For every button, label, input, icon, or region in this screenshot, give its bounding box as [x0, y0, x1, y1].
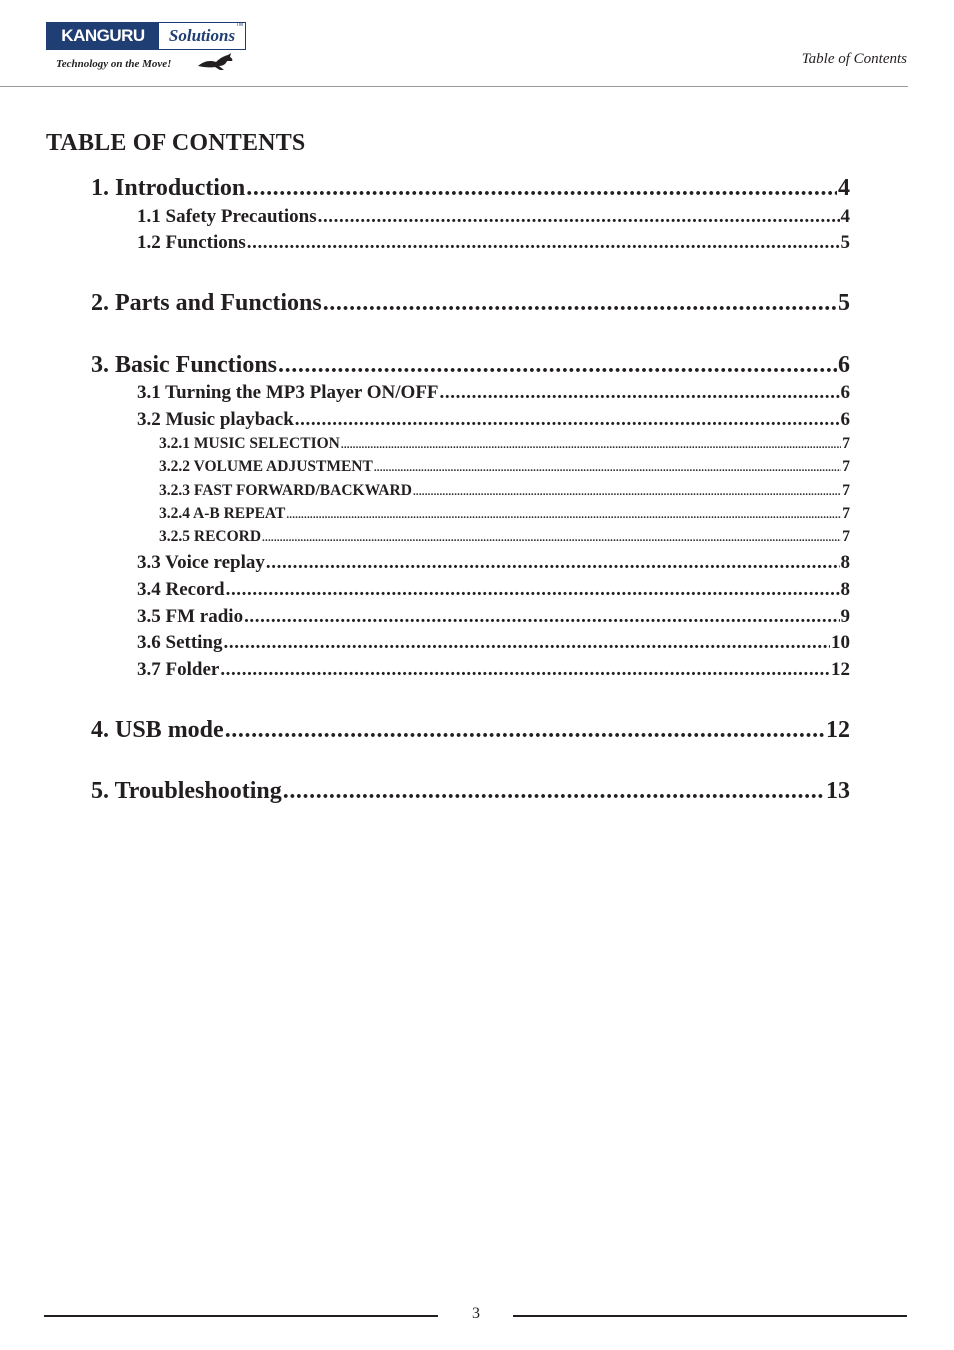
toc-entry-label: 5. Troubleshooting	[91, 778, 282, 804]
dot-leader	[225, 717, 825, 744]
dot-leader	[224, 632, 831, 654]
toc-entry-label: 4. USB mode	[91, 717, 224, 743]
toc-entry-page: 7	[842, 458, 850, 475]
toc-entry-page: 5	[838, 290, 850, 316]
toc-entry-page: 12	[831, 659, 850, 680]
kanguru-logo	[46, 22, 246, 78]
toc-heading: TABLE OF CONTENTS	[46, 130, 306, 156]
footer-rule-left	[44, 1315, 438, 1317]
toc-entry[interactable]	[159, 482, 850, 500]
toc-entry-page: 6	[840, 409, 850, 430]
toc-entry[interactable]	[91, 290, 850, 317]
dot-leader	[341, 435, 841, 453]
dot-leader	[286, 505, 841, 523]
logo-badge	[46, 22, 246, 50]
toc-entry[interactable]	[137, 206, 850, 228]
toc-entry[interactable]	[159, 435, 850, 453]
toc-entry[interactable]	[159, 528, 850, 546]
toc-entry-label: 3.4 Record	[137, 579, 225, 600]
toc-entry-page: 7	[842, 482, 850, 499]
toc-entry-page: 8	[840, 579, 850, 600]
header-divider	[0, 86, 908, 87]
dot-leader	[295, 409, 840, 431]
toc-entry[interactable]	[137, 409, 850, 431]
toc-entry-label: 3.2.3 FAST FORWARD/BACKWARD	[159, 482, 412, 499]
toc-entry-label: 3.1 Turning the MP3 Player ON/OFF	[137, 382, 439, 403]
toc-entry[interactable]	[159, 505, 850, 523]
toc-entry[interactable]	[137, 552, 850, 574]
logo-trademark: TM	[235, 22, 243, 28]
toc-entry[interactable]	[137, 382, 850, 404]
toc-entry[interactable]	[159, 458, 850, 476]
toc-entry-label: 3.2.2 VOLUME ADJUSTMENT	[159, 458, 373, 475]
toc-entry-label: 3. Basic Functions	[91, 352, 278, 378]
dot-leader	[247, 232, 840, 254]
toc-entry-label: 3.3 Voice replay	[137, 552, 265, 573]
toc-entry[interactable]	[91, 352, 850, 379]
toc-entry[interactable]	[91, 778, 850, 805]
dot-leader	[318, 206, 840, 228]
toc-entry-page: 9	[840, 606, 850, 627]
toc-entry[interactable]	[137, 579, 850, 601]
toc-entry-page: 7	[842, 528, 850, 545]
toc-entry-label: 2. Parts and Functions	[91, 290, 322, 316]
toc-entry[interactable]	[91, 717, 850, 744]
toc-entry-label: 3.2.5 RECORD	[159, 528, 262, 545]
toc-entry-label: 1.1 Safety Precautions	[137, 206, 317, 227]
dot-leader	[226, 579, 840, 601]
logo-brand-text: KANGURU	[47, 23, 159, 49]
toc-entry-label: 3.2.1 MUSIC SELECTION	[159, 435, 340, 452]
toc-entry-label: 3.5 FM radio	[137, 606, 244, 627]
dot-leader	[262, 528, 841, 546]
toc-entry-page: 13	[826, 778, 850, 804]
dot-leader	[246, 175, 837, 202]
toc-entry-page: 7	[842, 505, 850, 522]
dot-leader	[440, 382, 840, 404]
toc-entry-page: 6	[838, 352, 850, 378]
toc-entry-page: 6	[840, 382, 850, 403]
dot-leader	[278, 352, 837, 379]
toc-entry[interactable]	[91, 175, 850, 202]
dot-leader	[323, 290, 837, 317]
toc-entry-page: 4	[840, 206, 850, 227]
logo-tagline: Technology on the Move!	[56, 58, 172, 70]
footer-rule-right	[513, 1315, 907, 1317]
toc-entry-label: 3.2.4 A-B REPEAT	[159, 505, 286, 522]
dot-leader	[266, 552, 840, 574]
toc-entry-label: 3.7 Folder	[137, 659, 220, 680]
dot-leader	[374, 458, 841, 476]
dot-leader	[244, 606, 839, 628]
toc-entry-label: 3.2 Music playback	[137, 409, 294, 430]
toc-entry-page: 5	[840, 232, 850, 253]
toc-entry-page: 12	[826, 717, 850, 743]
toc-entry[interactable]	[137, 632, 850, 654]
dot-leader	[283, 778, 825, 805]
running-header-title: Table of Contents	[801, 51, 907, 67]
toc-entry-page: 7	[842, 435, 850, 452]
logo-solutions-text: Solutions	[168, 26, 236, 45]
toc-entry-page: 10	[831, 632, 850, 653]
toc-entry-label: 1. Introduction	[91, 175, 246, 201]
toc-entry-page: 8	[840, 552, 850, 573]
page-number: 3	[472, 1305, 480, 1322]
toc-entry[interactable]	[137, 659, 850, 681]
kangaroo-icon	[196, 52, 236, 72]
toc-entry-page: 4	[838, 175, 850, 201]
toc-entry-label: 3.6 Setting	[137, 632, 223, 653]
toc-entry[interactable]	[137, 232, 850, 254]
dot-leader	[413, 482, 841, 500]
toc-entry-label: 1.2 Functions	[137, 232, 246, 253]
toc-entry[interactable]	[137, 606, 850, 628]
dot-leader	[220, 659, 830, 681]
